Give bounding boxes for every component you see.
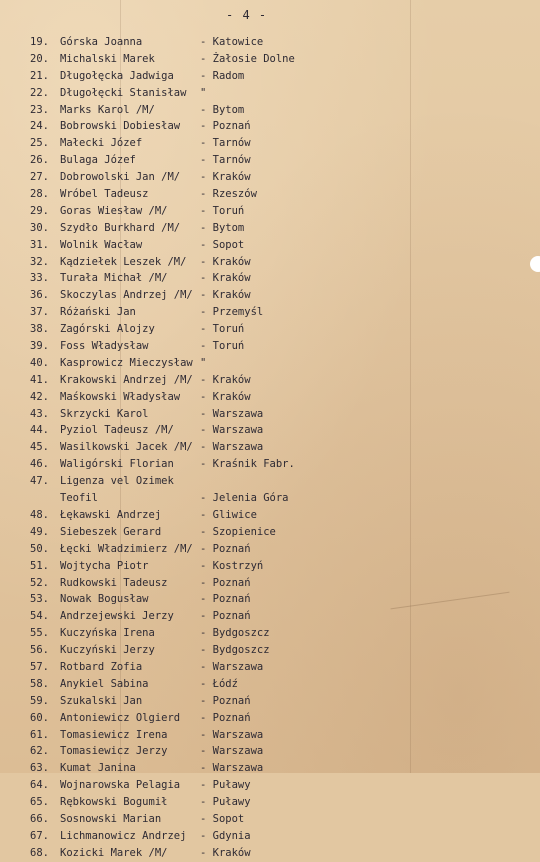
entry-number: 20. [30, 52, 49, 65]
entry-number: 66. [30, 812, 49, 825]
list-item [30, 625, 330, 642]
list-item [30, 541, 330, 558]
person-name: Rotbard Zofia [60, 660, 143, 673]
person-name: Maśkowski Władysław [60, 390, 181, 403]
entry-number: 54. [30, 610, 49, 623]
list-item [30, 321, 330, 338]
city-name: - Rzeszów [200, 188, 257, 201]
entry-number: 44. [30, 424, 49, 437]
entry-number: 51. [30, 559, 49, 572]
person-name: Małecki Józef [60, 137, 143, 150]
person-name: Wojnarowska Pelagia [60, 779, 181, 792]
entry-number: 32. [30, 255, 49, 268]
city-name: - Bytom [200, 221, 245, 234]
list-item [30, 152, 330, 169]
city-name: - Toruń [200, 340, 245, 353]
list-item [30, 422, 330, 439]
person-name: Skrzycki Karol [60, 407, 149, 420]
city-name: - Poznań [200, 610, 251, 623]
entry-number: 43. [30, 407, 49, 420]
city-name: - Poznań [200, 120, 251, 133]
entry-number: 19. [30, 36, 49, 48]
list-item [30, 473, 330, 490]
entry-number: 68. [30, 846, 49, 859]
entry-number: 61. [30, 728, 49, 741]
entry-number: 27. [30, 171, 49, 184]
list-item [30, 743, 330, 760]
person-name: Wolnik Wacław [60, 238, 143, 251]
list-item [30, 777, 330, 794]
city-name: - Radom [200, 69, 245, 82]
list-item [30, 135, 330, 152]
list-item [30, 203, 330, 220]
list-item [30, 270, 330, 287]
list-item [30, 304, 330, 321]
entry-number: 67. [30, 829, 49, 842]
person-name: Andrzejewski Jerzy [60, 610, 174, 623]
city-name: - Toruń [200, 323, 245, 336]
entry-number: 56. [30, 644, 49, 657]
person-name: Szydło Burkhard /M/ [60, 221, 181, 234]
city-name: - Warszawa [200, 407, 264, 420]
entry-number: 26. [30, 154, 49, 167]
name-list [30, 34, 330, 862]
entry-number: 24. [30, 120, 49, 133]
person-name: Górska Joanna [60, 36, 143, 48]
entry-number: 39. [30, 340, 49, 353]
list-item [30, 102, 330, 119]
city-name: - Warszawa [200, 660, 264, 673]
entry-number: 45. [30, 441, 49, 454]
list-item [30, 287, 330, 304]
list-item [30, 676, 330, 693]
list-item [30, 439, 330, 456]
entry-number: 64. [30, 779, 49, 792]
list-item [30, 169, 330, 186]
city-name: - Kraków [200, 255, 251, 268]
entry-number: 63. [30, 762, 49, 775]
city-name: - Tarnów [200, 154, 251, 167]
entry-number: 33. [30, 272, 49, 285]
list-item [30, 490, 330, 507]
entry-number: 47. [30, 475, 49, 488]
city-name: - Poznań [200, 576, 251, 589]
entry-number: 38. [30, 323, 49, 336]
list-item [30, 389, 330, 406]
list-item [30, 693, 330, 710]
page-number: - 4 - [226, 8, 268, 22]
entry-number: 36. [30, 289, 49, 302]
list-item [30, 608, 330, 625]
list-item [30, 68, 330, 85]
person-name: Marks Karol /M/ [60, 103, 155, 116]
entry-number: 49. [30, 525, 49, 538]
person-name: Wróbel Tadeusz [60, 188, 149, 201]
entry-number: 65. [30, 796, 49, 809]
city-name: - Łódź [200, 677, 238, 690]
list-item [30, 237, 330, 254]
person-name: Różański Jan [60, 306, 136, 319]
person-name: Tomasiewicz Jerzy [60, 745, 168, 758]
list-item [30, 642, 330, 659]
list-item [30, 845, 330, 862]
city-name: - Katowice [200, 36, 264, 48]
list-item [30, 372, 330, 389]
person-name: Rudkowski Tadeusz [60, 576, 168, 589]
entry-number: 62. [30, 745, 49, 758]
entry-number: 42. [30, 390, 49, 403]
entry-number: 50. [30, 542, 49, 555]
entry-number: 57. [30, 660, 49, 673]
person-name: Anykiel Sabina [60, 677, 149, 690]
person-name: Bulaga Józef [60, 154, 136, 167]
person-name: Łęcki Władzimierz /M/ [60, 542, 193, 555]
person-name: Lichmanowicz Andrzej [60, 829, 187, 842]
city-name: - Warszawa [200, 745, 264, 758]
city-name: - Toruń [200, 204, 245, 217]
person-name: Nowak Bogusław [60, 593, 149, 606]
person-name: Kumat Janina [60, 762, 136, 775]
list-item [30, 558, 330, 575]
city-name: - Kraśnik Fabr. [200, 458, 295, 471]
city-name: - Poznań [200, 711, 251, 724]
entry-number: 29. [30, 204, 49, 217]
entry-number: 59. [30, 694, 49, 707]
city-name: - Jelenia Góra [200, 492, 289, 505]
list-item [30, 811, 330, 828]
city-name: - Kostrzyń [200, 559, 264, 572]
entry-number: 28. [30, 188, 49, 201]
city-name: - Gliwice [200, 508, 257, 521]
person-name: Pyziol Tadeusz /M/ [60, 424, 174, 437]
paper-fold-line [410, 0, 411, 773]
city-name: - Puławy [200, 779, 251, 792]
list-item [30, 406, 330, 423]
person-name: Wasilkowski Jacek /M/ [60, 441, 193, 454]
entry-number: 53. [30, 593, 49, 606]
entry-number: 46. [30, 458, 49, 471]
city-name: - Poznań [200, 542, 251, 555]
list-item [30, 727, 330, 744]
list-item [30, 524, 330, 541]
entry-number: 31. [30, 238, 49, 251]
list-item [30, 85, 330, 102]
entry-number: 55. [30, 627, 49, 640]
city-name: - Kraków [200, 272, 251, 285]
person-name: Kądziełek Leszek /M/ [60, 255, 187, 268]
person-name: Skoczylas Andrzej /M/ [60, 289, 193, 302]
person-name: Zagórski Alojzy [60, 323, 155, 336]
city-name: - Bydgoszcz [200, 627, 270, 640]
list-item [30, 51, 330, 68]
entry-number: 41. [30, 373, 49, 386]
person-name: Ligenza vel Ozimek [60, 475, 174, 488]
city-name: - Sopot [200, 238, 245, 251]
city-name: " [200, 356, 207, 369]
list-item [30, 355, 330, 372]
city-name: - Kraków [200, 171, 251, 184]
city-name: - Poznań [200, 694, 251, 707]
person-name: Dobrowolski Jan /M/ [60, 171, 181, 184]
city-name: - Kraków [200, 373, 251, 386]
city-name: - Żałosie Dolne [200, 52, 295, 65]
entry-number: 48. [30, 508, 49, 521]
list-item [30, 659, 330, 676]
list-item [30, 338, 330, 355]
entry-number: 60. [30, 711, 49, 724]
person-name: Michalski Marek [60, 52, 155, 65]
list-item [30, 591, 330, 608]
list-item [30, 828, 330, 845]
city-name: - Kraków [200, 846, 251, 859]
person-name: Wojtycha Piotr [60, 559, 149, 572]
person-name: Kuczyńska Irena [60, 627, 155, 640]
person-name: Kuczyński Jerzy [60, 644, 155, 657]
entry-number: 37. [30, 306, 49, 319]
list-item [30, 34, 330, 51]
entry-number: 22. [30, 86, 49, 99]
city-name: " [200, 86, 207, 99]
person-name: Goras Wiesław /M/ [60, 204, 168, 217]
entry-number: 23. [30, 103, 49, 116]
city-name: - Poznań [200, 593, 251, 606]
list-item [30, 760, 330, 777]
person-name: Sosnowski Marian [60, 812, 162, 825]
city-name: - Warszawa [200, 424, 264, 437]
list-item [30, 507, 330, 524]
entry-number: 21. [30, 69, 49, 82]
entry-number: 25. [30, 137, 49, 150]
city-name: - Przemyśl [200, 306, 264, 319]
list-item [30, 575, 330, 592]
list-item [30, 794, 330, 811]
person-name: Siebeszek Gerard [60, 525, 162, 538]
city-name: - Warszawa [200, 441, 264, 454]
person-name: Szukalski Jan [60, 694, 143, 707]
person-name: Waligórski Florian [60, 458, 174, 471]
city-name: - Kraków [200, 390, 251, 403]
person-name: Krakowski Andrzej /M/ [60, 373, 193, 386]
person-name: Kozicki Marek /M/ [60, 846, 168, 859]
person-name: Teofil [60, 492, 98, 505]
person-name: Rębkowski Bogumił [60, 796, 168, 809]
city-name: - Gdynia [200, 829, 251, 842]
person-name: Antoniewicz Olgierd [60, 711, 181, 724]
punch-hole [530, 256, 540, 272]
entry-number: 52. [30, 576, 49, 589]
city-name: - Kraków [200, 289, 251, 302]
city-name: - Sopot [200, 812, 245, 825]
list-item [30, 710, 330, 727]
person-name: Turała Michał /M/ [60, 272, 168, 285]
person-name: Łękawski Andrzej [60, 508, 162, 521]
person-name: Tomasiewicz Irena [60, 728, 168, 741]
list-item [30, 456, 330, 473]
person-name: Bobrowski Dobiesław [60, 120, 181, 133]
city-name: - Warszawa [200, 728, 264, 741]
person-name: Długołęcki Stanisław [60, 86, 187, 99]
entry-number: 30. [30, 221, 49, 234]
list-item [30, 186, 330, 203]
city-name: - Warszawa [200, 762, 264, 775]
city-name: - Szopienice [200, 525, 276, 538]
city-name: - Puławy [200, 796, 251, 809]
city-name: - Tarnów [200, 137, 251, 150]
entry-number: 40. [30, 356, 49, 369]
person-name: Foss Władysław [60, 340, 149, 353]
person-name: Kasprowicz Mieczysław [60, 356, 193, 369]
list-item [30, 254, 330, 271]
list-item [30, 220, 330, 237]
paper-crease [391, 592, 510, 610]
person-name: Długołęcka Jadwiga [60, 69, 174, 82]
entry-number: 58. [30, 677, 49, 690]
city-name: - Bydgoszcz [200, 644, 270, 657]
list-item [30, 118, 330, 135]
city-name: - Bytom [200, 103, 245, 116]
